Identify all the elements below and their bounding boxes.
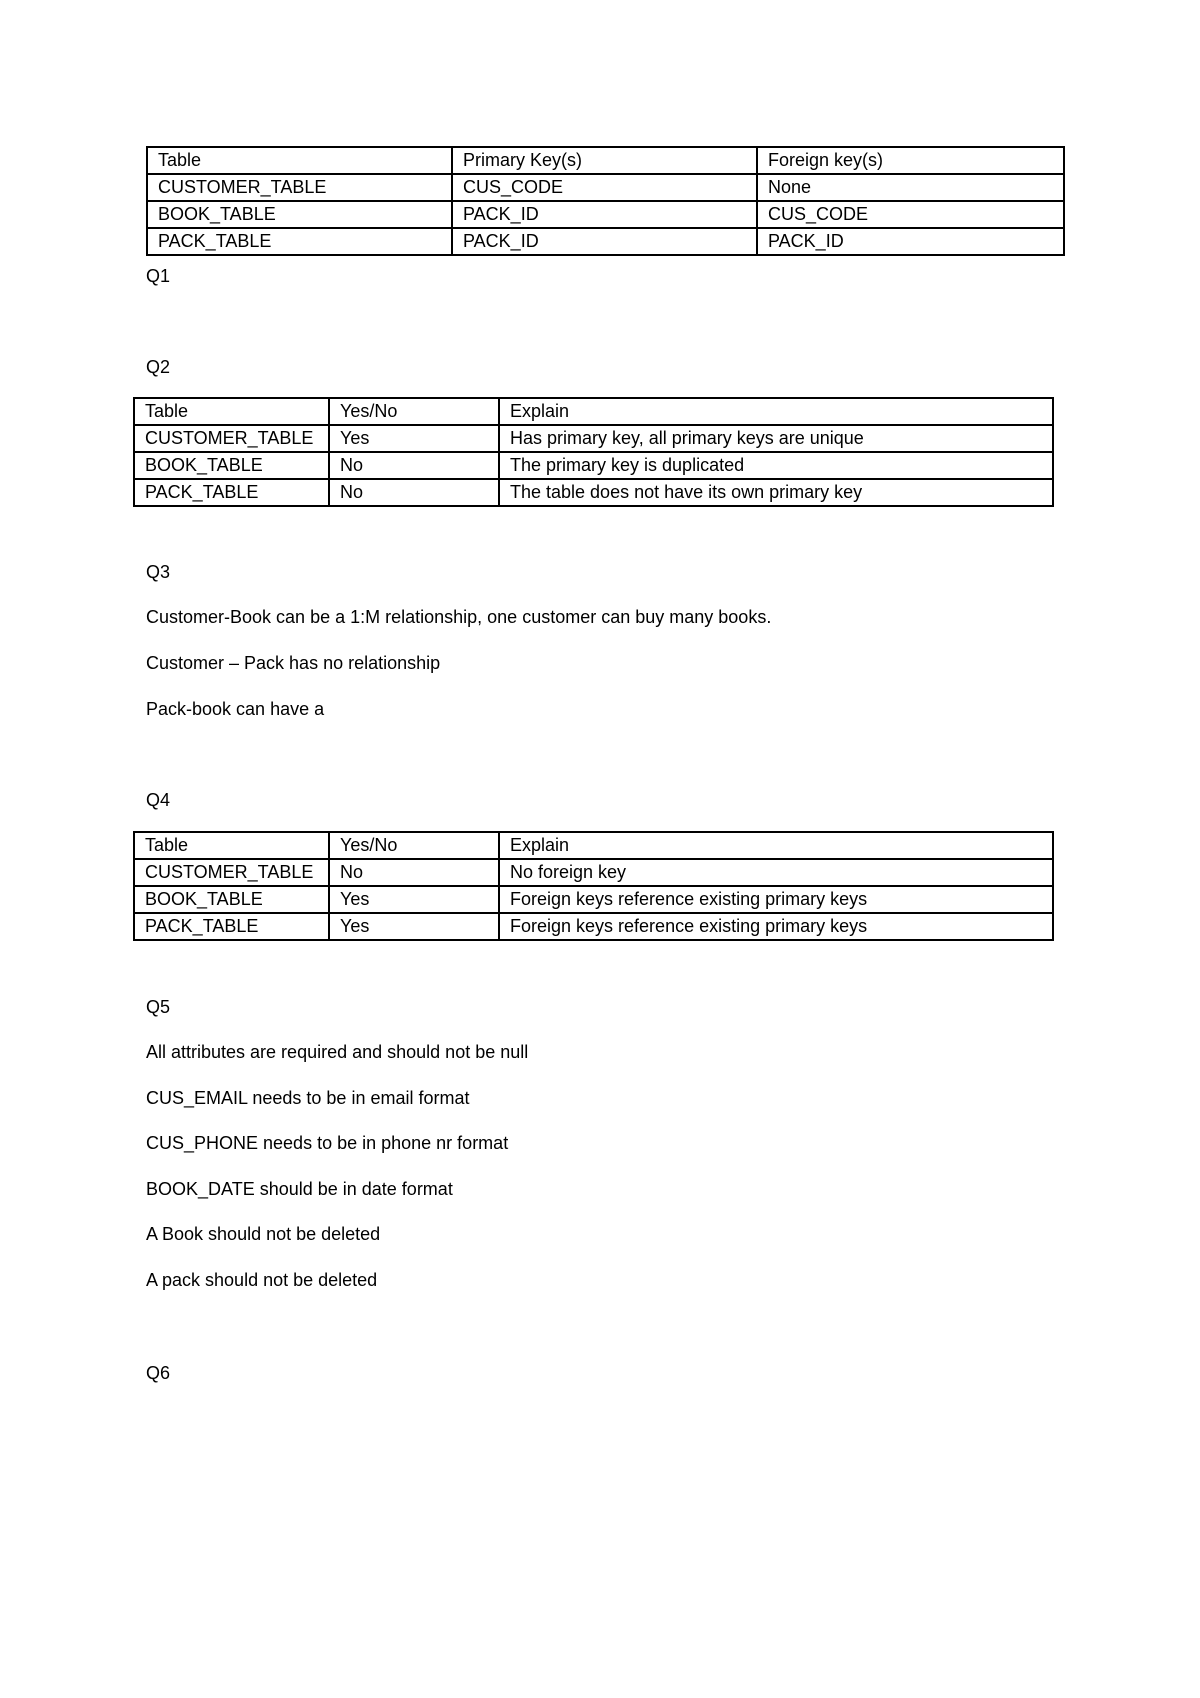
table-cell: Has primary key, all primary keys are unique <box>499 425 1053 452</box>
table-header-row <box>134 832 1053 859</box>
table-header-cell: Primary Key(s) <box>452 147 757 174</box>
q5-paragraph: BOOK_DATE should be in date format <box>146 1179 453 1199</box>
table-cell: No <box>329 859 499 886</box>
table-cell: PACK_ID <box>757 228 1064 255</box>
q5-label: Q5 <box>146 997 171 1017</box>
table-cell: BOOK_TABLE <box>147 201 452 228</box>
q5-paragraph: A pack should not be deleted <box>146 1270 378 1290</box>
table-cell: None <box>757 174 1064 201</box>
q2-table <box>133 397 1054 507</box>
table-row <box>134 452 1053 479</box>
q4-label: Q4 <box>146 790 171 810</box>
table-cell: No <box>329 452 499 479</box>
table-row <box>134 886 1053 913</box>
table-cell: PACK_ID <box>452 228 757 255</box>
table-row <box>134 913 1053 940</box>
table-cell: PACK_TABLE <box>147 228 452 255</box>
q5-paragraph: CUS_PHONE needs to be in phone nr format <box>146 1133 509 1153</box>
table-cell: BOOK_TABLE <box>134 886 329 913</box>
table-cell: CUSTOMER_TABLE <box>147 174 452 201</box>
table-header-cell: Table <box>134 398 329 425</box>
table-header-row <box>134 398 1053 425</box>
table-cell: Foreign keys reference existing primary keys <box>499 913 1053 940</box>
table-row <box>147 228 1064 255</box>
table-header-cell: Explain <box>499 398 1053 425</box>
table-cell: PACK_TABLE <box>134 913 329 940</box>
q5-paragraph: A Book should not be deleted <box>146 1224 381 1244</box>
keys-table <box>146 146 1065 256</box>
q3-paragraph: Customer – Pack has no relationship <box>146 653 441 673</box>
table-cell: Yes <box>329 886 499 913</box>
table-row <box>134 479 1053 506</box>
q6-label: Q6 <box>146 1363 171 1383</box>
q4-table <box>133 831 1054 941</box>
q3-paragraph: Pack-book can have a <box>146 699 325 719</box>
table-cell: CUS_CODE <box>452 174 757 201</box>
table-header-cell: Yes/No <box>329 398 499 425</box>
q5-paragraph: CUS_EMAIL needs to be in email format <box>146 1088 470 1108</box>
table-cell: CUSTOMER_TABLE <box>134 859 329 886</box>
table-row <box>147 174 1064 201</box>
table-row <box>134 425 1053 452</box>
table-cell: Yes <box>329 425 499 452</box>
table-cell: No foreign key <box>499 859 1053 886</box>
q3-label: Q3 <box>146 562 171 582</box>
table-cell: CUSTOMER_TABLE <box>134 425 329 452</box>
table-header-row <box>147 147 1064 174</box>
table-cell: The table does not have its own primary key <box>499 479 1053 506</box>
table-cell: PACK_ID <box>452 201 757 228</box>
table-header-cell: Table <box>147 147 452 174</box>
table-header-cell: Explain <box>499 832 1053 859</box>
table-cell: BOOK_TABLE <box>134 452 329 479</box>
table-cell: No <box>329 479 499 506</box>
table-cell: Yes <box>329 913 499 940</box>
table-cell: CUS_CODE <box>757 201 1064 228</box>
table-header-cell: Table <box>134 832 329 859</box>
table-row <box>147 201 1064 228</box>
table-header-cell: Foreign key(s) <box>757 147 1064 174</box>
table-cell: PACK_TABLE <box>134 479 329 506</box>
q1-label: Q1 <box>146 266 171 286</box>
q2-label: Q2 <box>146 357 171 377</box>
table-row <box>134 859 1053 886</box>
q3-paragraph: Customer-Book can be a 1:M relationship, one customer can buy many books. <box>146 607 772 627</box>
table-cell: The primary key is duplicated <box>499 452 1053 479</box>
table-header-cell: Yes/No <box>329 832 499 859</box>
q5-paragraph: All attributes are required and should not be null <box>146 1042 529 1062</box>
table-cell: Foreign keys reference existing primary keys <box>499 886 1053 913</box>
